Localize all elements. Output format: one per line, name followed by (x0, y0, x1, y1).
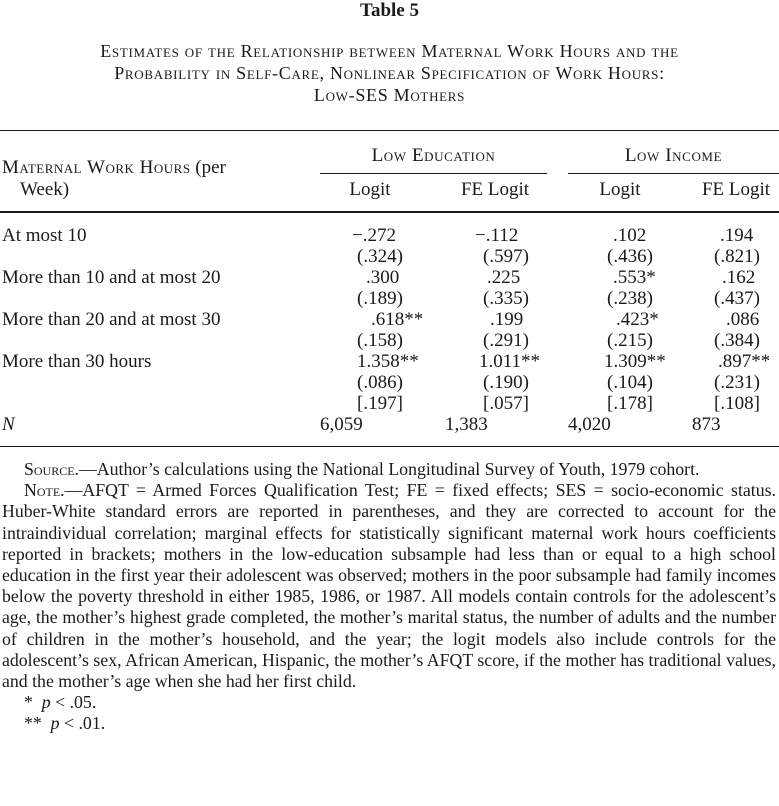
sig-stars: * (24, 692, 33, 713)
me-cell: [.057] (483, 393, 529, 414)
se-cell: (.189) (357, 288, 403, 309)
coef-cell: −.272 (352, 225, 396, 246)
caption-line: Probability in Self-Care, Nonlinear Specification of Work Hours: (114, 63, 665, 83)
row-label: More than 20 and at most 30 (2, 309, 221, 330)
se-cell: (.231) (714, 372, 760, 393)
table-row-n (0, 414, 779, 435)
n-cell: 873 (692, 414, 721, 435)
sig-p: p (50, 713, 60, 734)
col-header-logit-inc: Logit (599, 179, 641, 200)
table-row (0, 267, 779, 288)
table-body (0, 225, 779, 435)
table-row (0, 351, 779, 372)
sig-threshold: < .05. (50, 692, 97, 713)
se-cell: (.436) (607, 246, 653, 267)
source-text: —Author’s calculations using the National Longitudinal Survey of Youth, 1979 cohort. (79, 459, 700, 479)
source-label: Source. (24, 459, 80, 479)
sig-threshold: < .01. (59, 713, 106, 734)
coef-cell: 1.011** (479, 351, 541, 372)
coef-cell: .199 (490, 309, 524, 330)
table-number: Table 5 (360, 0, 419, 21)
se-cell: (.335) (483, 288, 529, 309)
col-header-fe-logit-inc: FE Logit (701, 179, 771, 200)
table-row (0, 372, 779, 393)
significance-note (2, 692, 776, 713)
row-label-n: N (2, 414, 15, 435)
col-header-fe-logit-edu: FE Logit (460, 179, 530, 200)
coef-cell: .162 (722, 267, 756, 288)
se-cell: (.190) (483, 372, 529, 393)
table-row (0, 288, 779, 309)
se-cell: (.384) (714, 330, 760, 351)
stub-header-title: Maternal Work Hours (2, 157, 191, 178)
group-header-low-education: Low Education (371, 145, 496, 166)
coef-cell: .897** (718, 351, 771, 372)
caption-line: Low-SES Mothers (313, 85, 466, 105)
se-cell: (.291) (483, 330, 529, 351)
coef-cell: −.112 (475, 225, 519, 246)
source-note (2, 459, 776, 480)
header-rule (0, 211, 779, 213)
coef-cell: 1.309** (604, 351, 666, 372)
col-header-logit-edu: Logit (349, 179, 391, 200)
stub-header-unit: (per (190, 157, 226, 178)
n-cell: 1,383 (445, 414, 488, 435)
group-rule-low-education (320, 173, 547, 174)
significance-note (2, 713, 776, 734)
se-cell: (.821) (714, 246, 760, 267)
me-cell: [.178] (607, 393, 653, 414)
sig-p: p (41, 692, 51, 713)
caption-line: Estimates of the Relationship between Maternal Work Hours and the (100, 41, 679, 61)
se-cell: (.215) (607, 330, 653, 351)
row-label: At most 10 (2, 225, 87, 246)
coef-cell: .553* (613, 267, 656, 288)
coef-cell: .086 (726, 309, 760, 330)
coef-cell: .423* (616, 309, 659, 330)
table-caption (0, 40, 779, 106)
coef-cell: .225 (487, 267, 521, 288)
n-cell: 6,059 (320, 414, 363, 435)
se-cell: (.086) (357, 372, 403, 393)
table-row (0, 393, 779, 414)
group-rule-low-income (568, 173, 779, 174)
se-cell: (.104) (607, 372, 653, 393)
coef-cell: .618** (371, 309, 424, 330)
me-cell: [.108] (714, 393, 760, 414)
table-row (0, 246, 779, 267)
se-cell: (.324) (357, 246, 403, 267)
me-cell: [.197] (357, 393, 403, 414)
bottom-rule (0, 446, 779, 447)
se-cell: (.597) (483, 246, 529, 267)
top-rule (0, 130, 779, 131)
stub-header (2, 157, 226, 201)
row-label: More than 10 and at most 20 (2, 267, 221, 288)
se-cell: (.437) (714, 288, 760, 309)
stub-header-unit-cont: Week) (20, 179, 70, 200)
table-row (0, 330, 779, 351)
sig-stars: ** (24, 713, 42, 734)
table-notes (2, 459, 776, 735)
general-note (2, 480, 776, 692)
table-row (0, 309, 779, 330)
se-cell: (.238) (607, 288, 653, 309)
coef-cell: .194 (720, 225, 754, 246)
n-cell: 4,020 (568, 414, 611, 435)
se-cell: (.158) (357, 330, 403, 351)
coef-cell: 1.358** (357, 351, 419, 372)
coef-cell: .300 (366, 267, 400, 288)
note-text: —AFQT = Armed Forces Qualification Test; FE = fixed effects; SES = socio-economic status. Huber-White standard errors are reported in parentheses, and they are corrected to account for the intraindividual correlation; marginal effects for statistically significant maternal work hours coefficients reported in brackets; mothers in the low-education subsample had less than or equal to a high school education in the first year their adolescent was observed; mothers in the poor subsample had family incomes below the poverty threshold in either 1985, 1986, or 1987. All models contain controls for the adolescent’s age, the mother’s highest grade completed, the mother’s marital status, the number of adults and the number of children in the mother’s household, and the year; the logit models also include controls for the adolescent’s sex, African American, Hispanic, the mother’s AFQT score, if the mother has traditional values, and the mother’s age when she had her first child. (2, 480, 776, 692)
group-header-low-income: Low Income (624, 145, 723, 166)
coef-cell: .102 (613, 225, 647, 246)
table-row (0, 225, 779, 246)
note-label: Note. (24, 480, 65, 501)
row-label: More than 30 hours (2, 351, 152, 372)
